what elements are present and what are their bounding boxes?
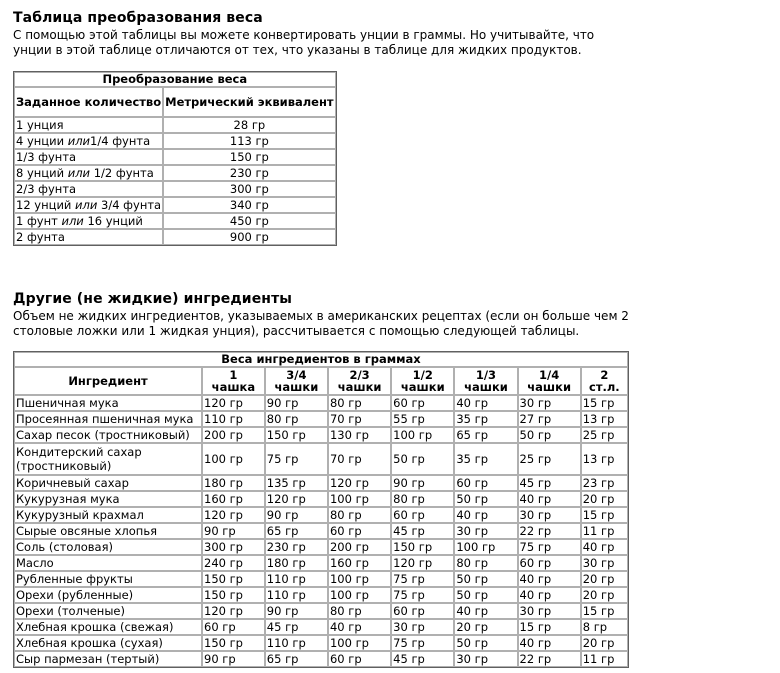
table-row: [14, 149, 336, 165]
ingredient-name-cell: Хлебная крошка (свежая): [14, 619, 202, 635]
measure-unit: чашка: [211, 380, 256, 394]
weight-value-cell: 23 гр: [581, 475, 628, 491]
weight-value-cell: 80 гр: [328, 507, 391, 523]
weight-value-cell: 40 гр: [454, 507, 517, 523]
weight-value-cell: 35 гр: [454, 411, 517, 427]
weight-value-cell: 120 гр: [202, 395, 265, 411]
weight-value-cell: 240 гр: [202, 555, 265, 571]
weight-value-cell: 27 гр: [518, 411, 581, 427]
weight-value-cell: 40 гр: [328, 619, 391, 635]
col-header-measure: [581, 367, 628, 395]
weight-value-cell: 65 гр: [265, 651, 328, 667]
col-header-measure: [328, 367, 391, 395]
weight-value-cell: 60 гр: [328, 651, 391, 667]
weight-value-cell: 40 гр: [518, 635, 581, 651]
weight-value-cell: 45 гр: [391, 523, 454, 539]
ingredient-name-cell: Рубленные фрукты: [14, 571, 202, 587]
ingredient-name-cell: Хлебная крошка (сухая): [14, 635, 202, 651]
weight-value-cell: 160 гр: [202, 491, 265, 507]
weight-conversion-table: [13, 71, 337, 246]
section1-title: Таблица преобразования веса: [13, 10, 263, 26]
weight-value-cell: 50 гр: [454, 491, 517, 507]
weight-value-cell: 75 гр: [391, 635, 454, 651]
ingredient-name-cell: Пшеничная мука: [14, 395, 202, 411]
amount-text: 1 фунт: [16, 213, 62, 228]
weight-value-cell: 150 гр: [202, 587, 265, 603]
table-row: [14, 411, 628, 427]
col-header-measure: [518, 367, 581, 395]
weight-value-cell: 135 гр: [265, 475, 328, 491]
measure-amount: 2/3: [349, 368, 370, 382]
metric-value-cell: 300 гр: [163, 181, 335, 197]
weight-value-cell: 300 гр: [202, 539, 265, 555]
weight-value-cell: 50 гр: [454, 587, 517, 603]
weight-value-cell: 55 гр: [391, 411, 454, 427]
amount-text: 1/2 фунта: [90, 165, 154, 180]
weight-value-cell: 80 гр: [391, 491, 454, 507]
table-row: [14, 475, 628, 491]
weight-value-cell: 150 гр: [391, 539, 454, 555]
table-row: [14, 571, 628, 587]
weight-value-cell: 150 гр: [202, 571, 265, 587]
weight-value-cell: 120 гр: [265, 491, 328, 507]
ingredient-name-cell: Кондитерский сахар (тростниковый): [14, 443, 202, 475]
amount-text: 2/3 фунта: [16, 181, 77, 196]
ingredient-name-cell: Соль (столовая): [14, 539, 202, 555]
weight-value-cell: 30 гр: [581, 555, 628, 571]
weight-value-cell: 20 гр: [581, 635, 628, 651]
ingredient-name-cell: Масло: [14, 555, 202, 571]
measure-unit: ст.л.: [589, 380, 620, 394]
weight-value-cell: 75 гр: [518, 539, 581, 555]
col-header-metric: Метрический эквивалент: [163, 87, 335, 117]
weight-value-cell: 100 гр: [328, 491, 391, 507]
weight-value-cell: 100 гр: [202, 443, 265, 475]
table-row: [14, 523, 628, 539]
table-row: [14, 117, 336, 133]
weight-value-cell: 15 гр: [518, 619, 581, 635]
weight-value-cell: 110 гр: [265, 635, 328, 651]
table-caption: Преобразование веса: [14, 72, 336, 87]
weight-value-cell: 20 гр: [454, 619, 517, 635]
ingredient-name-cell: Сырые овсяные хлопья: [14, 523, 202, 539]
weight-value-cell: 90 гр: [265, 395, 328, 411]
weight-value-cell: 120 гр: [391, 555, 454, 571]
weight-value-cell: 90 гр: [202, 523, 265, 539]
weight-value-cell: 120 гр: [202, 507, 265, 523]
weight-value-cell: 20 гр: [581, 491, 628, 507]
col-header-measure: [265, 367, 328, 395]
weight-value-cell: 180 гр: [265, 555, 328, 571]
weight-value-cell: 30 гр: [518, 507, 581, 523]
weight-conversion-body: [14, 117, 336, 245]
or-text: или: [61, 213, 84, 228]
weight-value-cell: 13 гр: [581, 411, 628, 427]
ingredient-name-cell: Сахар песок (тростниковый): [14, 427, 202, 443]
weight-value-cell: 35 гр: [454, 443, 517, 475]
weight-value-cell: 90 гр: [265, 603, 328, 619]
or-text: или: [67, 165, 91, 180]
section2-intro: Объем не жидких ингредиентов, указываемых в американских рецептах (если он больше чем 2 столовые ложки или 1 жидкая унция), рассчитывается с помощью следующей таблицы.: [13, 309, 629, 338]
weight-value-cell: 45 гр: [518, 475, 581, 491]
table-row: [14, 491, 628, 507]
ingredient-weights-body: [14, 395, 628, 667]
table-row: [14, 443, 628, 475]
table-row: [14, 555, 628, 571]
table-row: [14, 427, 628, 443]
amount-cell: [14, 149, 163, 165]
weight-value-cell: 15 гр: [581, 395, 628, 411]
weight-value-cell: 50 гр: [391, 443, 454, 475]
weight-value-cell: 45 гр: [391, 651, 454, 667]
weight-value-cell: 110 гр: [265, 571, 328, 587]
col-header-measure: [391, 367, 454, 395]
amount-cell: [14, 117, 163, 133]
weight-value-cell: 90 гр: [391, 475, 454, 491]
weight-value-cell: 100 гр: [328, 571, 391, 587]
amount-cell: [14, 181, 163, 197]
table-row: [14, 213, 336, 229]
ingredient-name-cell: Кукурузный крахмал: [14, 507, 202, 523]
weight-value-cell: 200 гр: [202, 427, 265, 443]
ingredient-name-cell: Кукурузная мука: [14, 491, 202, 507]
ingredient-weights-table: [13, 351, 629, 668]
weight-value-cell: 60 гр: [391, 507, 454, 523]
weight-value-cell: 100 гр: [328, 635, 391, 651]
section1-intro: С помощью этой таблицы вы можете конвертировать унции в граммы. Но учитывайте, что унции в этой таблице отличаются от тех, что указаны в таблице для жидких продуктов.: [13, 28, 595, 57]
weight-value-cell: 65 гр: [265, 523, 328, 539]
metric-value-cell: 113 гр: [163, 133, 335, 149]
weight-value-cell: 75 гр: [391, 587, 454, 603]
weight-value-cell: 60 гр: [391, 603, 454, 619]
amount-text: 1/4 фунта: [90, 133, 151, 148]
weight-value-cell: 80 гр: [454, 555, 517, 571]
amount-cell: [14, 229, 163, 245]
weight-value-cell: 70 гр: [328, 443, 391, 475]
table-row: [14, 587, 628, 603]
col-header-amount: Заданное количество: [14, 87, 163, 117]
amount-text: 8 унций: [16, 165, 68, 180]
amount-text: 1/3 фунта: [16, 149, 77, 164]
measure-unit: чашки: [464, 380, 508, 394]
weight-value-cell: 60 гр: [202, 619, 265, 635]
weight-value-cell: 100 гр: [454, 539, 517, 555]
weight-value-cell: 50 гр: [454, 635, 517, 651]
weight-value-cell: 200 гр: [328, 539, 391, 555]
table-row: [14, 603, 628, 619]
weight-value-cell: 20 гр: [581, 587, 628, 603]
weight-value-cell: 40 гр: [518, 571, 581, 587]
table-row: [14, 133, 336, 149]
weight-value-cell: 60 гр: [391, 395, 454, 411]
weight-value-cell: 30 гр: [518, 603, 581, 619]
table-caption: Веса ингредиентов в граммах: [14, 352, 628, 367]
table-row: [14, 539, 628, 555]
weight-value-cell: 40 гр: [454, 603, 517, 619]
metric-value-cell: 28 гр: [163, 117, 335, 133]
weight-value-cell: 75 гр: [391, 571, 454, 587]
amount-cell: [14, 197, 163, 213]
measure-unit: чашки: [527, 380, 571, 394]
measure-amount: 1/3: [475, 368, 497, 382]
amount-cell: [14, 165, 163, 181]
weight-value-cell: 150 гр: [202, 635, 265, 651]
weight-value-cell: 80 гр: [328, 603, 391, 619]
weight-value-cell: 40 гр: [454, 395, 517, 411]
table-row: [14, 395, 628, 411]
metric-value-cell: 340 гр: [163, 197, 335, 213]
weight-value-cell: 20 гр: [581, 571, 628, 587]
weight-value-cell: 30 гр: [454, 651, 517, 667]
table-row: [14, 181, 336, 197]
weight-value-cell: 90 гр: [265, 507, 328, 523]
ingredient-name-cell: Орехи (рубленные): [14, 587, 202, 603]
measure-unit: чашки: [400, 380, 445, 394]
weight-value-cell: 160 гр: [328, 555, 391, 571]
weight-value-cell: 22 гр: [518, 651, 581, 667]
table-row: [14, 165, 336, 181]
or-text: или: [67, 133, 91, 148]
metric-value-cell: 230 гр: [163, 165, 335, 181]
weight-value-cell: 110 гр: [202, 411, 265, 427]
measure-unit: чашки: [274, 380, 319, 394]
amount-text: 16 унций: [83, 213, 143, 228]
weight-value-cell: 50 гр: [518, 427, 581, 443]
weight-value-cell: 75 гр: [265, 443, 328, 475]
weight-value-cell: 25 гр: [518, 443, 581, 475]
weight-value-cell: 40 гр: [518, 587, 581, 603]
weight-value-cell: 80 гр: [328, 395, 391, 411]
weight-value-cell: 50 гр: [454, 571, 517, 587]
table-row: [14, 651, 628, 667]
amount-cell: [14, 213, 163, 229]
ingredient-name-cell: Коричневый сахар: [14, 475, 202, 491]
weight-value-cell: 120 гр: [328, 475, 391, 491]
ingredient-name-cell: Сыр пармезан (тертый): [14, 651, 202, 667]
metric-value-cell: 900 гр: [163, 229, 335, 245]
weight-value-cell: 40 гр: [518, 491, 581, 507]
weight-value-cell: 11 гр: [581, 523, 628, 539]
weight-value-cell: 30 гр: [454, 523, 517, 539]
weight-value-cell: 11 гр: [581, 651, 628, 667]
weight-value-cell: 13 гр: [581, 443, 628, 475]
weight-value-cell: 100 гр: [328, 587, 391, 603]
weight-value-cell: 80 гр: [265, 411, 328, 427]
measure-amount: 2: [600, 368, 609, 382]
ingredient-name-cell: Орехи (толченые): [14, 603, 202, 619]
metric-value-cell: 450 гр: [163, 213, 335, 229]
table-row: [14, 619, 628, 635]
weight-value-cell: 70 гр: [328, 411, 391, 427]
weight-value-cell: 120 гр: [202, 603, 265, 619]
section2-title: Другие (не жидкие) ингредиенты: [13, 291, 293, 307]
weight-value-cell: 60 гр: [454, 475, 517, 491]
table-row: [14, 197, 336, 213]
measure-amount: 1: [229, 368, 238, 382]
weight-value-cell: 180 гр: [202, 475, 265, 491]
measure-amount: 1/2: [412, 368, 433, 382]
weight-value-cell: 30 гр: [518, 395, 581, 411]
weight-value-cell: 45 гр: [265, 619, 328, 635]
weight-value-cell: 110 гр: [265, 587, 328, 603]
weight-value-cell: 22 гр: [518, 523, 581, 539]
table-row: [14, 507, 628, 523]
weight-value-cell: 15 гр: [581, 603, 628, 619]
weight-value-cell: 60 гр: [328, 523, 391, 539]
weight-value-cell: 130 гр: [328, 427, 391, 443]
metric-value-cell: 150 гр: [163, 149, 335, 165]
weight-value-cell: 15 гр: [581, 507, 628, 523]
table-row: [14, 635, 628, 651]
weight-value-cell: 8 гр: [581, 619, 628, 635]
col-header-ingredient: Ингредиент: [14, 367, 202, 395]
weight-value-cell: 150 гр: [265, 427, 328, 443]
col-header-measure: [454, 367, 517, 395]
weight-value-cell: 230 гр: [265, 539, 328, 555]
amount-text: 3/4 фунта: [97, 197, 162, 212]
weight-value-cell: 60 гр: [518, 555, 581, 571]
ingredient-name-cell: Просеянная пшеничная мука: [14, 411, 202, 427]
measure-amount: 3/4: [286, 368, 307, 382]
weight-value-cell: 25 гр: [581, 427, 628, 443]
or-text: или: [75, 197, 98, 212]
weight-value-cell: 90 гр: [202, 651, 265, 667]
amount-text: 1 унция: [16, 117, 64, 132]
weight-value-cell: 40 гр: [581, 539, 628, 555]
weight-value-cell: 100 гр: [391, 427, 454, 443]
amount-cell: [14, 133, 163, 149]
col-header-measure: [202, 367, 265, 395]
amount-text: 4 унции: [16, 133, 68, 148]
weight-value-cell: 30 гр: [391, 619, 454, 635]
amount-text: 12 унций: [16, 197, 76, 212]
table-row: [14, 229, 336, 245]
weight-value-cell: 65 гр: [454, 427, 517, 443]
measure-amount: 1/4: [539, 368, 560, 382]
amount-text: 2 фунта: [16, 229, 65, 244]
measure-unit: чашки: [337, 380, 382, 394]
